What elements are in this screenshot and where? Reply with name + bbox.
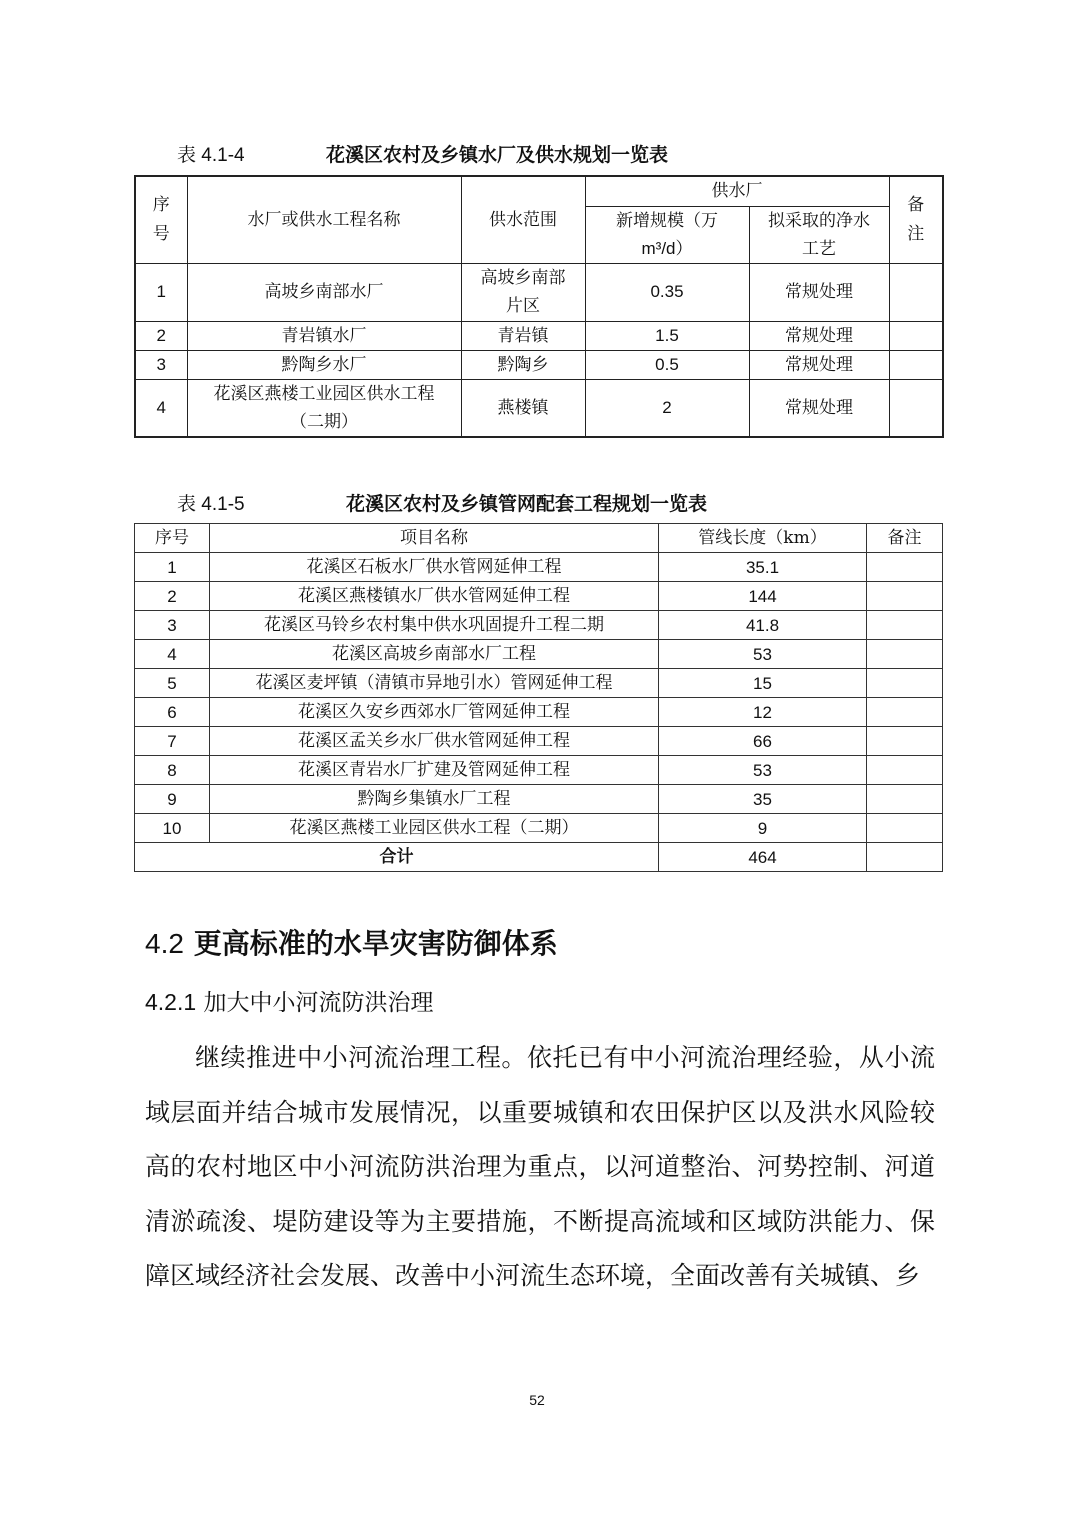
t1-cell-seq: 2 — [135, 321, 187, 350]
t1-cell-name: 黔陶乡水厂 — [187, 350, 461, 379]
t1-cell-seq: 3 — [135, 350, 187, 379]
t2-cell-seq: 7 — [135, 727, 210, 756]
table-row — [135, 553, 943, 582]
t1-cell-scale: 0.35 — [585, 263, 749, 321]
t2-total-label: 合计 — [135, 843, 659, 872]
t1-cell-process: 常规处理 — [749, 350, 889, 379]
t2-cell-length: 15 — [659, 669, 867, 698]
t1-cell-scale: 2 — [585, 379, 749, 437]
t2-cell-seq: 2 — [135, 582, 210, 611]
t1-cell-name: 高坡乡南部水厂 — [187, 263, 461, 321]
t2-header-name: 项目名称 — [210, 524, 659, 553]
subsection-heading — [145, 984, 433, 1017]
table-row — [135, 785, 943, 814]
t2-cell-length: 66 — [659, 727, 867, 756]
t2-cell-name: 花溪区久安乡西郊水厂管网延伸工程 — [210, 698, 659, 727]
t1-cell-scale: 0.5 — [585, 350, 749, 379]
t2-cell-seq: 3 — [135, 611, 210, 640]
t1-header-process: 拟采取的净水工艺 — [749, 206, 889, 263]
t2-cell-name: 黔陶乡集镇水厂工程 — [210, 785, 659, 814]
t2-cell-remark — [867, 640, 943, 669]
table1-caption-number: 表 4.1-4 — [177, 145, 245, 166]
t1-cell-range: 燕楼镇 — [461, 379, 585, 437]
table-row — [135, 669, 943, 698]
section-heading — [145, 922, 558, 962]
table-row — [135, 611, 943, 640]
table-row — [135, 350, 943, 379]
t2-cell-name: 花溪区高坡乡南部水厂工程 — [210, 640, 659, 669]
t2-cell-seq: 9 — [135, 785, 210, 814]
t1-cell-remark — [889, 321, 943, 350]
t1-cell-process: 常规处理 — [749, 263, 889, 321]
table-row — [135, 756, 943, 785]
pipe-network-table — [134, 523, 943, 872]
t2-cell-length: 12 — [659, 698, 867, 727]
t2-cell-remark — [867, 698, 943, 727]
t2-cell-name: 花溪区孟关乡水厂供水管网延伸工程 — [210, 727, 659, 756]
t2-cell-seq: 10 — [135, 814, 210, 843]
t1-header-scale-line2: m³/d） — [641, 238, 693, 258]
t1-cell-scale: 1.5 — [585, 321, 749, 350]
table2-caption-number: 表 4.1-5 — [177, 494, 245, 515]
t2-cell-name: 花溪区石板水厂供水管网延伸工程 — [210, 553, 659, 582]
table1-caption-title: 花溪区农村及乡镇水厂及供水规划一览表 — [326, 144, 669, 166]
t2-total-row — [135, 843, 943, 872]
t2-cell-seq: 4 — [135, 640, 210, 669]
t1-cell-range: 黔陶乡 — [461, 350, 585, 379]
t2-cell-name: 花溪区燕楼镇水厂供水管网延伸工程 — [210, 582, 659, 611]
table2-caption — [177, 489, 245, 516]
t2-cell-name: 花溪区麦坪镇（清镇市异地引水）管网延伸工程 — [210, 669, 659, 698]
t1-header-remark: 备注 — [889, 176, 943, 263]
t2-cell-seq: 8 — [135, 756, 210, 785]
t2-total-remark — [867, 843, 943, 872]
table-row — [135, 263, 943, 321]
table2-caption-title: 花溪区农村及乡镇管网配套工程规划一览表 — [346, 493, 708, 515]
t1-cell-remark — [889, 379, 943, 437]
t1-header-scale — [585, 206, 749, 263]
table-row — [135, 379, 943, 437]
t2-cell-remark — [867, 669, 943, 698]
body-paragraph: 继续推进中小河流治理工程。依托已有中小河流治理经验，从小流域层面并结合城市发展情况，以重要城镇和农田保护区以及洪水风险较高的农村地区中小河流防洪治理为重点，以河道整治、河势控制、河道清淤疏浚、堤防建设等为主要措施，不断提高流域和区域防洪能力、保障区域经济社会发展、改善中小河流生态环境，全面改善有关城镇、乡 — [145, 1043, 935, 1290]
table-row — [135, 727, 943, 756]
t1-header-seq: 序号 — [135, 176, 187, 263]
section-title: 更高标准的水旱灾害防御体系 — [193, 927, 558, 960]
t2-cell-length: 35.1 — [659, 553, 867, 582]
t1-header-name: 水厂或供水工程名称 — [187, 176, 461, 263]
table-row — [135, 582, 943, 611]
t2-cell-seq: 6 — [135, 698, 210, 727]
t2-header-row — [135, 524, 943, 553]
t2-total-value: 464 — [659, 843, 867, 872]
table-row — [135, 698, 943, 727]
t2-cell-seq: 5 — [135, 669, 210, 698]
t2-cell-name: 花溪区马铃乡农村集中供水巩固提升工程二期 — [210, 611, 659, 640]
t1-cell-range: 高坡乡南部片区 — [461, 263, 585, 321]
t2-cell-remark — [867, 553, 943, 582]
t2-cell-length: 41.8 — [659, 611, 867, 640]
t1-cell-seq: 4 — [135, 379, 187, 437]
t1-header-plant: 供水厂 — [585, 176, 889, 206]
subsection-number: 4.2.1 — [145, 989, 197, 1015]
t2-cell-remark — [867, 611, 943, 640]
table1-caption — [177, 140, 245, 167]
t2-header-length: 管线长度（km） — [659, 524, 867, 553]
water-plant-table — [134, 175, 944, 438]
subsection-title: 加大中小河流防洪治理 — [203, 990, 434, 1016]
t2-cell-remark — [867, 727, 943, 756]
t1-cell-name: 花溪区燕楼工业园区供水工程（二期） — [187, 379, 461, 437]
t2-cell-remark — [867, 785, 943, 814]
t2-cell-name: 花溪区燕楼工业园区供水工程（二期） — [210, 814, 659, 843]
t1-header-range: 供水范围 — [461, 176, 585, 263]
table-row — [135, 321, 943, 350]
t1-cell-remark — [889, 350, 943, 379]
page-number: 52 — [529, 1392, 545, 1408]
t2-cell-length: 144 — [659, 582, 867, 611]
t2-cell-remark — [867, 582, 943, 611]
t2-cell-length: 53 — [659, 756, 867, 785]
t2-cell-length: 53 — [659, 640, 867, 669]
section-number: 4.2 — [145, 928, 184, 959]
t1-cell-remark — [889, 263, 943, 321]
table-row — [135, 640, 943, 669]
t2-cell-length: 35 — [659, 785, 867, 814]
t1-header-scale-line1: 新增规模（万 — [616, 210, 718, 231]
t2-cell-name: 花溪区青岩水厂扩建及管网延伸工程 — [210, 756, 659, 785]
t2-cell-remark — [867, 814, 943, 843]
t2-header-remark: 备注 — [867, 524, 943, 553]
t2-cell-remark — [867, 756, 943, 785]
t1-cell-process: 常规处理 — [749, 379, 889, 437]
t1-cell-name: 青岩镇水厂 — [187, 321, 461, 350]
t1-cell-range: 青岩镇 — [461, 321, 585, 350]
table-row — [135, 814, 943, 843]
t2-cell-seq: 1 — [135, 553, 210, 582]
t2-cell-length: 9 — [659, 814, 867, 843]
t1-cell-process: 常规处理 — [749, 321, 889, 350]
t2-header-seq: 序号 — [135, 524, 210, 553]
t1-cell-seq: 1 — [135, 263, 187, 321]
